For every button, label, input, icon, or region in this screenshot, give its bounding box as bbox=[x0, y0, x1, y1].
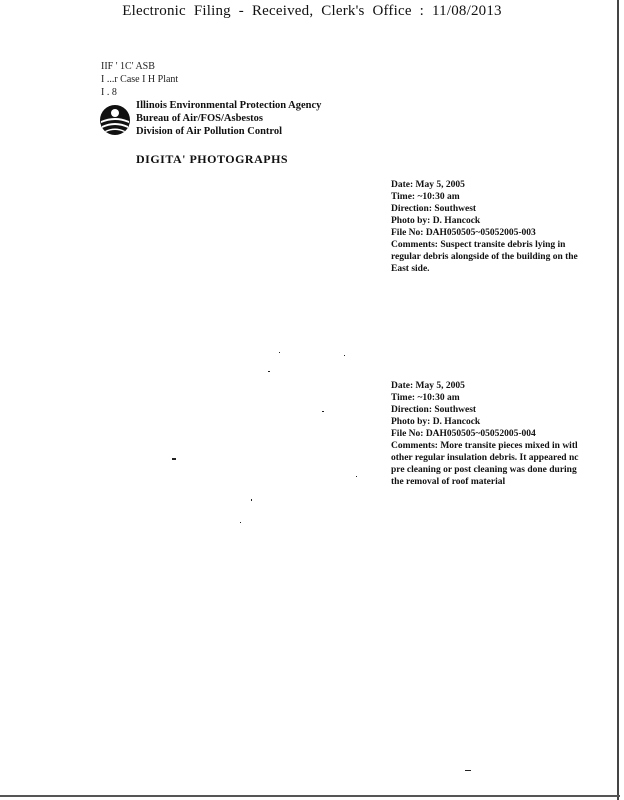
caption-comment-line: the removal of roof material bbox=[391, 477, 506, 487]
scan-speck bbox=[240, 522, 241, 523]
document-title: DIGITA' PHOTOGRAPHS bbox=[136, 152, 289, 166]
caption-comment-line: Comments: More transite pieces mixed in witl bbox=[391, 441, 578, 451]
iepa-logo-icon bbox=[98, 104, 132, 136]
caption-file-no: File No: DAH050505~05052005-004 bbox=[391, 429, 536, 439]
scan-edge-bottom bbox=[0, 795, 620, 797]
caption-file-no: File No: DAH050505~05052005-003 bbox=[391, 228, 536, 238]
caption-direction: Direction: Southwest bbox=[391, 204, 477, 214]
scan-speck bbox=[465, 770, 471, 771]
caption-comment-line: Comments: Suspect transite debris lying in bbox=[391, 240, 566, 250]
case-line: IIF ' 1C' ASB bbox=[101, 61, 155, 72]
scan-speck bbox=[268, 371, 270, 372]
caption-direction: Direction: Southwest bbox=[391, 405, 477, 415]
caption-time: Time: ~10:30 am bbox=[391, 192, 460, 202]
filing-stamp-header: Electronic Filing - Received, Clerk's Office : 11/08/2013 bbox=[122, 3, 502, 19]
photo-caption-1 bbox=[391, 179, 605, 275]
caption-comment-line: East side. bbox=[391, 264, 430, 274]
photo-caption-2 bbox=[391, 380, 605, 488]
scan-speck bbox=[251, 499, 252, 501]
scan-speck bbox=[322, 411, 324, 412]
caption-comment-line: regular debris alongside of the building on the bbox=[391, 252, 578, 262]
scan-speck bbox=[344, 355, 345, 356]
scan-speck bbox=[172, 458, 176, 460]
caption-date: Date: May 5, 2005 bbox=[391, 381, 465, 391]
scan-speck bbox=[356, 476, 357, 477]
caption-photographer: Photo by: D. Hancock bbox=[391, 417, 481, 427]
caption-date: Date: May 5, 2005 bbox=[391, 180, 465, 190]
agency-block bbox=[136, 99, 321, 138]
agency-name: Illinois Environmental Protection Agency bbox=[136, 100, 322, 111]
scan-speck bbox=[279, 352, 280, 353]
case-line: I ...r Case I H Plant bbox=[101, 74, 179, 85]
caption-comment-line: pre cleaning or post cleaning was done during bbox=[391, 465, 577, 475]
case-line: I . 8 bbox=[101, 87, 117, 98]
scan-edge-right bbox=[617, 0, 619, 800]
bureau-name: Bureau of Air/FOS/Asbestos bbox=[136, 113, 263, 124]
caption-photographer: Photo by: D. Hancock bbox=[391, 216, 481, 226]
case-reference bbox=[101, 60, 178, 99]
caption-comment-line: other regular insulation debris. It appeared nc bbox=[391, 453, 579, 463]
division-name: Division of Air Pollution Control bbox=[136, 126, 283, 137]
caption-time: Time: ~10:30 am bbox=[391, 393, 460, 403]
